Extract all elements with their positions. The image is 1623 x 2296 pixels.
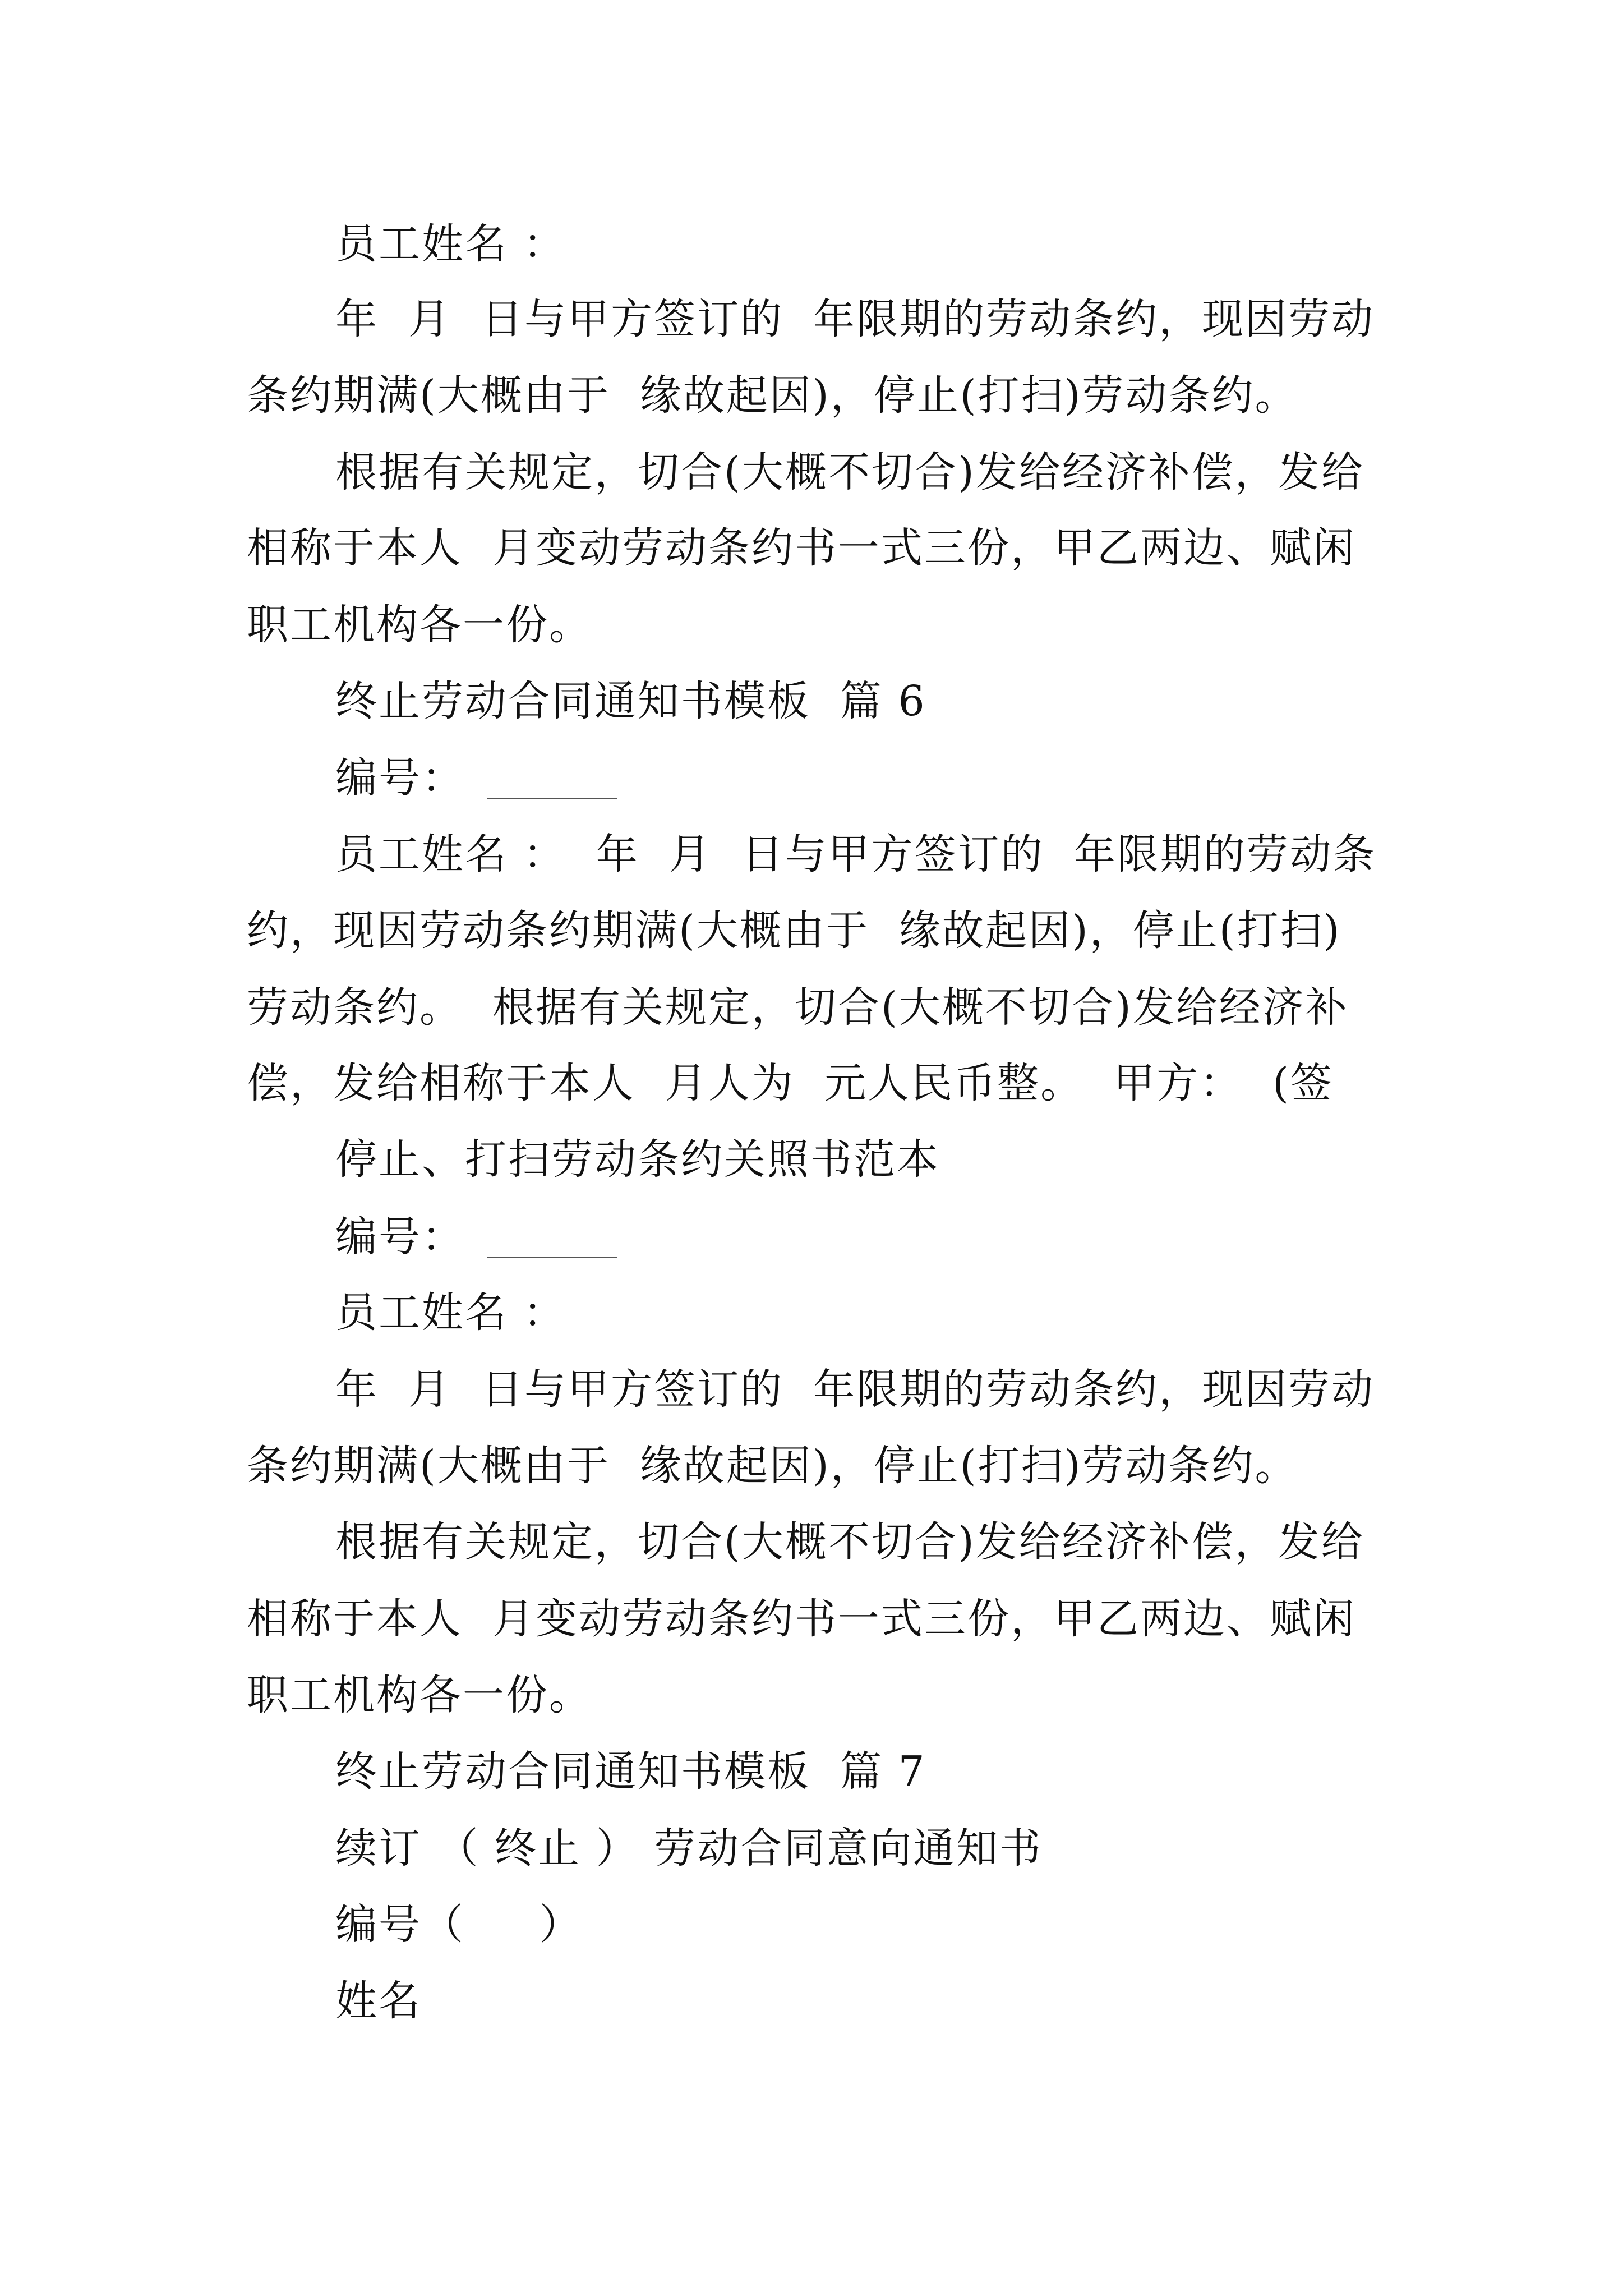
- number-field: 编号（ ）: [335, 1901, 583, 1949]
- section-heading: 终止劳动合同通知书模板 篇 7: [335, 1747, 926, 1796]
- section-heading: 终止劳动合同通知书模板 篇 6: [335, 677, 926, 725]
- name-field: 姓名: [335, 1977, 422, 2025]
- template-title: 停止、打扫劳动条约关照书范本: [335, 1135, 940, 1184]
- paragraph-line: 劳动条约。 根据有关规定，切合(大概不切合)发给经济补: [247, 983, 1349, 1032]
- notice-title: 续订 （ 终止 ） 劳动合同意向通知书: [335, 1824, 1043, 1872]
- paragraph-line: 偿，发给相称于本人 月人为 元人民币整。 甲方： (签: [247, 1059, 1334, 1107]
- number-label: 编号：: [335, 754, 465, 802]
- paragraph-line: 相称于本人 月变动劳动条约书一式三份，甲乙两边、赋闲: [247, 524, 1357, 572]
- paragraph-line: 相称于本人 月变动劳动条约书一式三份，甲乙两边、赋闲: [247, 1595, 1357, 1643]
- paragraph-line: 年 月 日与甲方签订的 年限期的劳动条约，现因劳动: [335, 1365, 1375, 1414]
- paragraph-line: 约，现因劳动条约期满(大概由于 缘故起因)，停止(打扫): [247, 907, 1341, 955]
- paragraph-line: 职工机构各一份。: [247, 1671, 592, 1719]
- number-blank-underline: [487, 798, 617, 799]
- paragraph-line: 条约期满(大概由于 缘故起因)，停止(打扫)劳动条约。: [247, 371, 1298, 420]
- paragraph-line: 年 月 日与甲方签订的 年限期的劳动条约，现因劳动: [335, 295, 1375, 343]
- paragraph-line: 员工姓名 ： 年 月 日与甲方签订的 年限期的劳动条: [335, 830, 1376, 878]
- paragraph-line: 条约期满(大概由于 缘故起因)，停止(打扫)劳动条约。: [247, 1442, 1298, 1490]
- number-blank-underline: [487, 1257, 617, 1258]
- paragraph-line: 根据有关规定，切合(大概不切合)发给经济补偿，发给: [335, 1518, 1364, 1566]
- paragraph-line: 根据有关规定，切合(大概不切合)发给经济补偿，发给: [335, 448, 1364, 496]
- employee-name-line: 员工姓名 ：: [335, 1289, 566, 1337]
- number-label: 编号：: [335, 1213, 465, 1261]
- employee-name-line: 员工姓名 ：: [335, 220, 566, 268]
- paragraph-line: 职工机构各一份。: [247, 601, 592, 649]
